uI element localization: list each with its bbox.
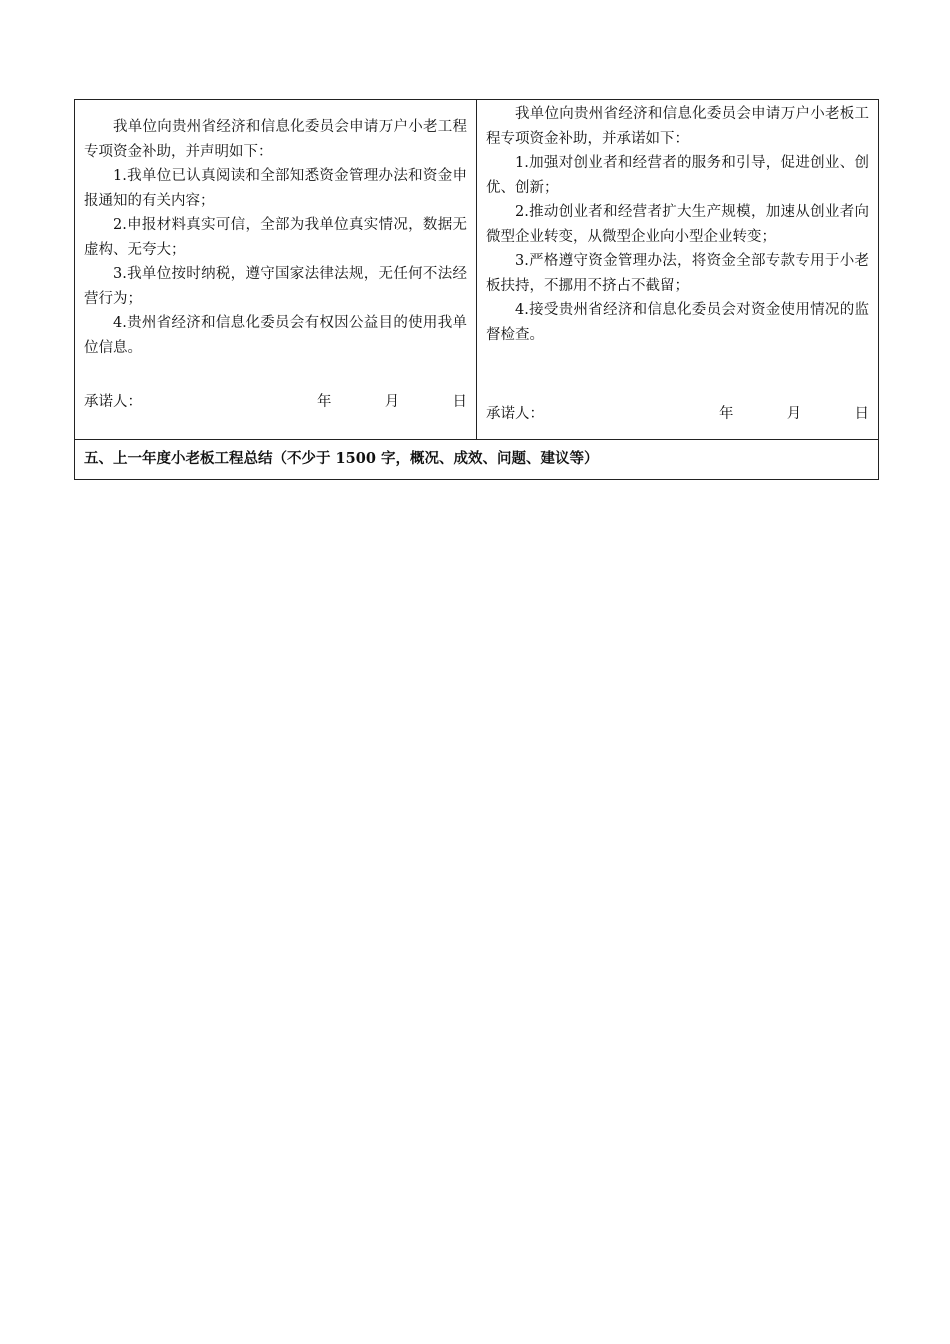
commitment-signature-row [486, 402, 869, 427]
declaration-item-3: 3.我单位按时纳税，遵守国家法律法规，无任何不法经营行为； [84, 266, 467, 307]
commitment-intro: 我单位向贵州省经济和信息化委员会申请万户小老板工程专项资金补助，并承诺如下： [486, 106, 869, 147]
declaration-cell [75, 100, 477, 440]
section-five-title: 五、上一年度小老板工程总结（不少于 1500 字，概况、成效、问题、建议等） [75, 440, 879, 480]
date-day-label: 日 [854, 406, 869, 422]
date-year-label: 年 [719, 406, 734, 422]
commitment-date [719, 402, 869, 427]
declaration-intro: 我单位向贵州省经济和信息化委员会申请万户小老工程专项资金补助，并声明如下： [84, 119, 467, 160]
commitment-row [75, 100, 879, 440]
section-five-row [75, 440, 879, 480]
declaration-date [317, 390, 467, 415]
commitment-signer-label: 承诺人： [486, 406, 544, 422]
declaration-signature-row [84, 390, 467, 415]
date-month-label: 月 [384, 394, 400, 410]
commitment-item-2: 2.推动创业者和经营者扩大生产规模，加速从创业者向微型企业转变，从微型企业向小型企业转变； [486, 204, 869, 245]
declaration-item-2: 2.申报材料真实可信，全部为我单位真实情况，数据无虚构、无夸大； [84, 217, 467, 258]
commitment-content [477, 100, 878, 426]
commitment-cell [477, 100, 879, 440]
declaration-item-4: 4.贵州省经济和信息化委员会有权因公益目的使用我单位信息。 [84, 315, 467, 356]
commitment-item-3: 3.严格遵守资金管理办法，将资金全部专款专用于小老板扶持，不挪用不挤占不截留； [486, 253, 869, 294]
date-day-label: 日 [452, 394, 467, 410]
declaration-signer-label: 承诺人： [84, 394, 142, 410]
declaration-item-1: 1.我单位已认真阅读和全部知悉资金管理办法和资金申报通知的有关内容； [84, 168, 467, 209]
commitment-item-1: 1.加强对创业者和经营者的服务和引导，促进创业、创优、创新； [486, 155, 869, 196]
date-year-label: 年 [317, 394, 332, 410]
commitment-item-4: 4.接受贵州省经济和信息化委员会对资金使用情况的监督检查。 [486, 302, 869, 343]
date-month-label: 月 [786, 406, 802, 422]
commitment-table [74, 99, 879, 480]
declaration-content [75, 100, 476, 439]
